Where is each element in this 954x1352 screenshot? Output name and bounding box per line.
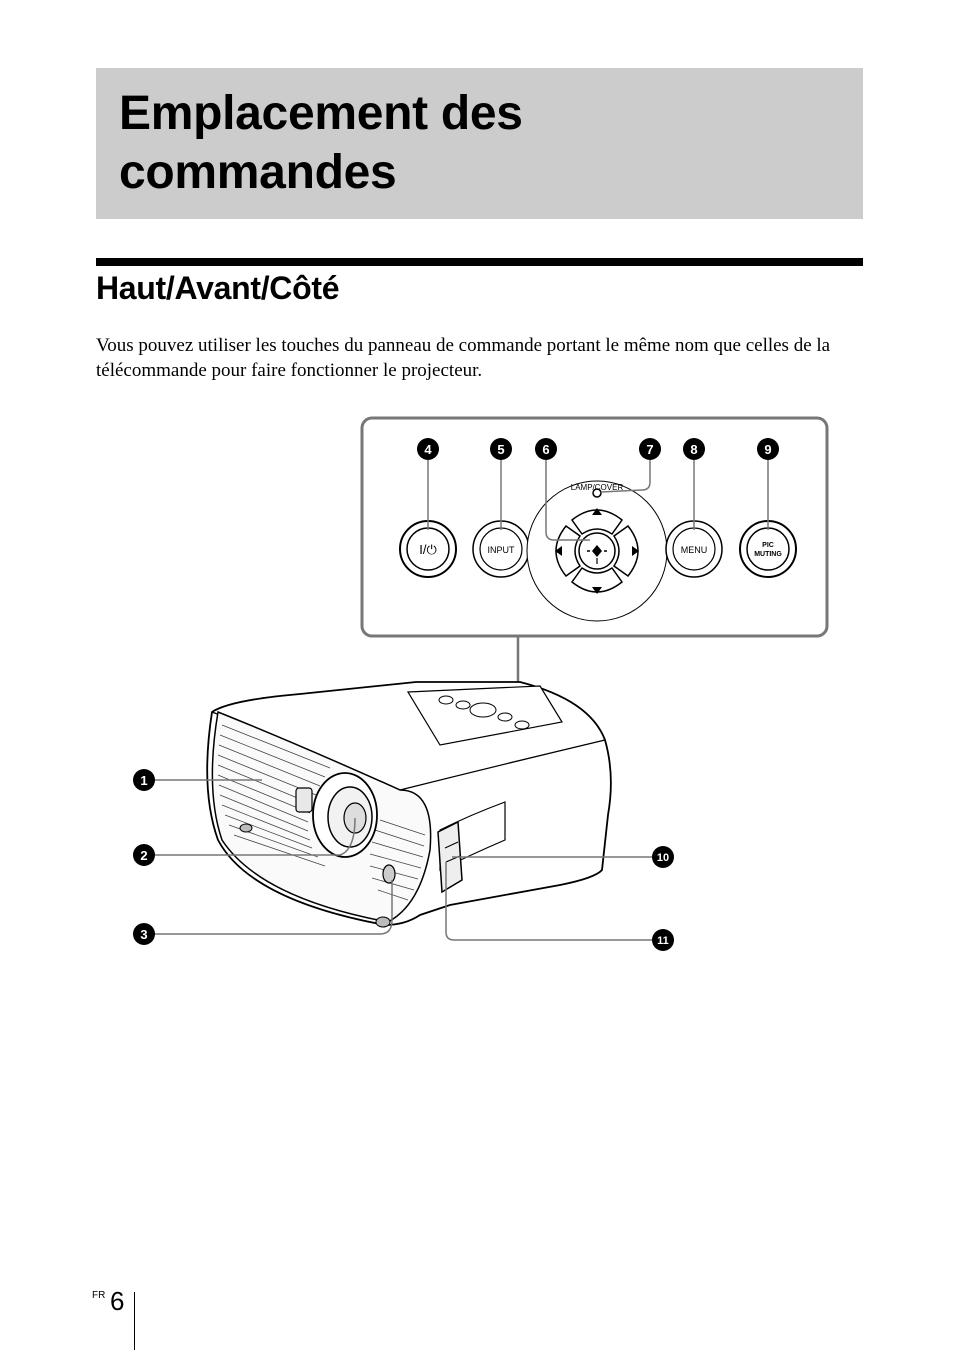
projector-illustration [207,682,611,927]
callout-5 [490,438,512,460]
svg-text:11: 11 [657,935,669,947]
callout-3 [133,923,155,945]
pic-muting-label-2: MUTING [754,551,782,558]
svg-text:4: 4 [424,442,432,457]
callout-10 [652,846,674,868]
callout-7 [639,438,661,460]
control-panel-detail [362,418,827,708]
svg-text:8: 8 [690,442,698,457]
svg-text:7: 7 [646,442,654,457]
page-title: Emplacement des commandes [119,87,523,199]
intro-paragraph: Vous pouvez utiliser les touches du panneau de commande portant le même nom que celles de la télécommande pour faire fonctionner le projecteur. [96,335,831,381]
callout-1 [133,769,155,791]
section-heading: Haut/Avant/Côté [96,270,340,306]
lamp-cover-label: LAMP/COVER [570,483,624,492]
footer-divider [134,1292,135,1350]
svg-text:5: 5 [497,442,505,457]
svg-text:6: 6 [542,442,550,457]
footer-page-number: 6 [110,1286,125,1316]
callout-4 [417,438,439,460]
pic-muting-label-1: PIC [762,542,774,549]
callout-11 [652,929,674,951]
joystick-cluster-illustration [527,481,667,621]
callout-9 [757,438,779,460]
footer-language: FR [92,1290,106,1301]
svg-text:2: 2 [140,848,148,863]
svg-text:1: 1 [140,773,148,788]
input-button-label: INPUT [487,545,515,555]
callout-8 [683,438,705,460]
power-button-label: I/⏻ [419,542,437,557]
svg-text:3: 3 [140,927,148,942]
callout-2 [133,844,155,866]
svg-text:10: 10 [656,852,670,864]
callout-6 [535,438,557,460]
menu-button-label: MENU [680,545,708,555]
svg-text:9: 9 [764,442,772,457]
